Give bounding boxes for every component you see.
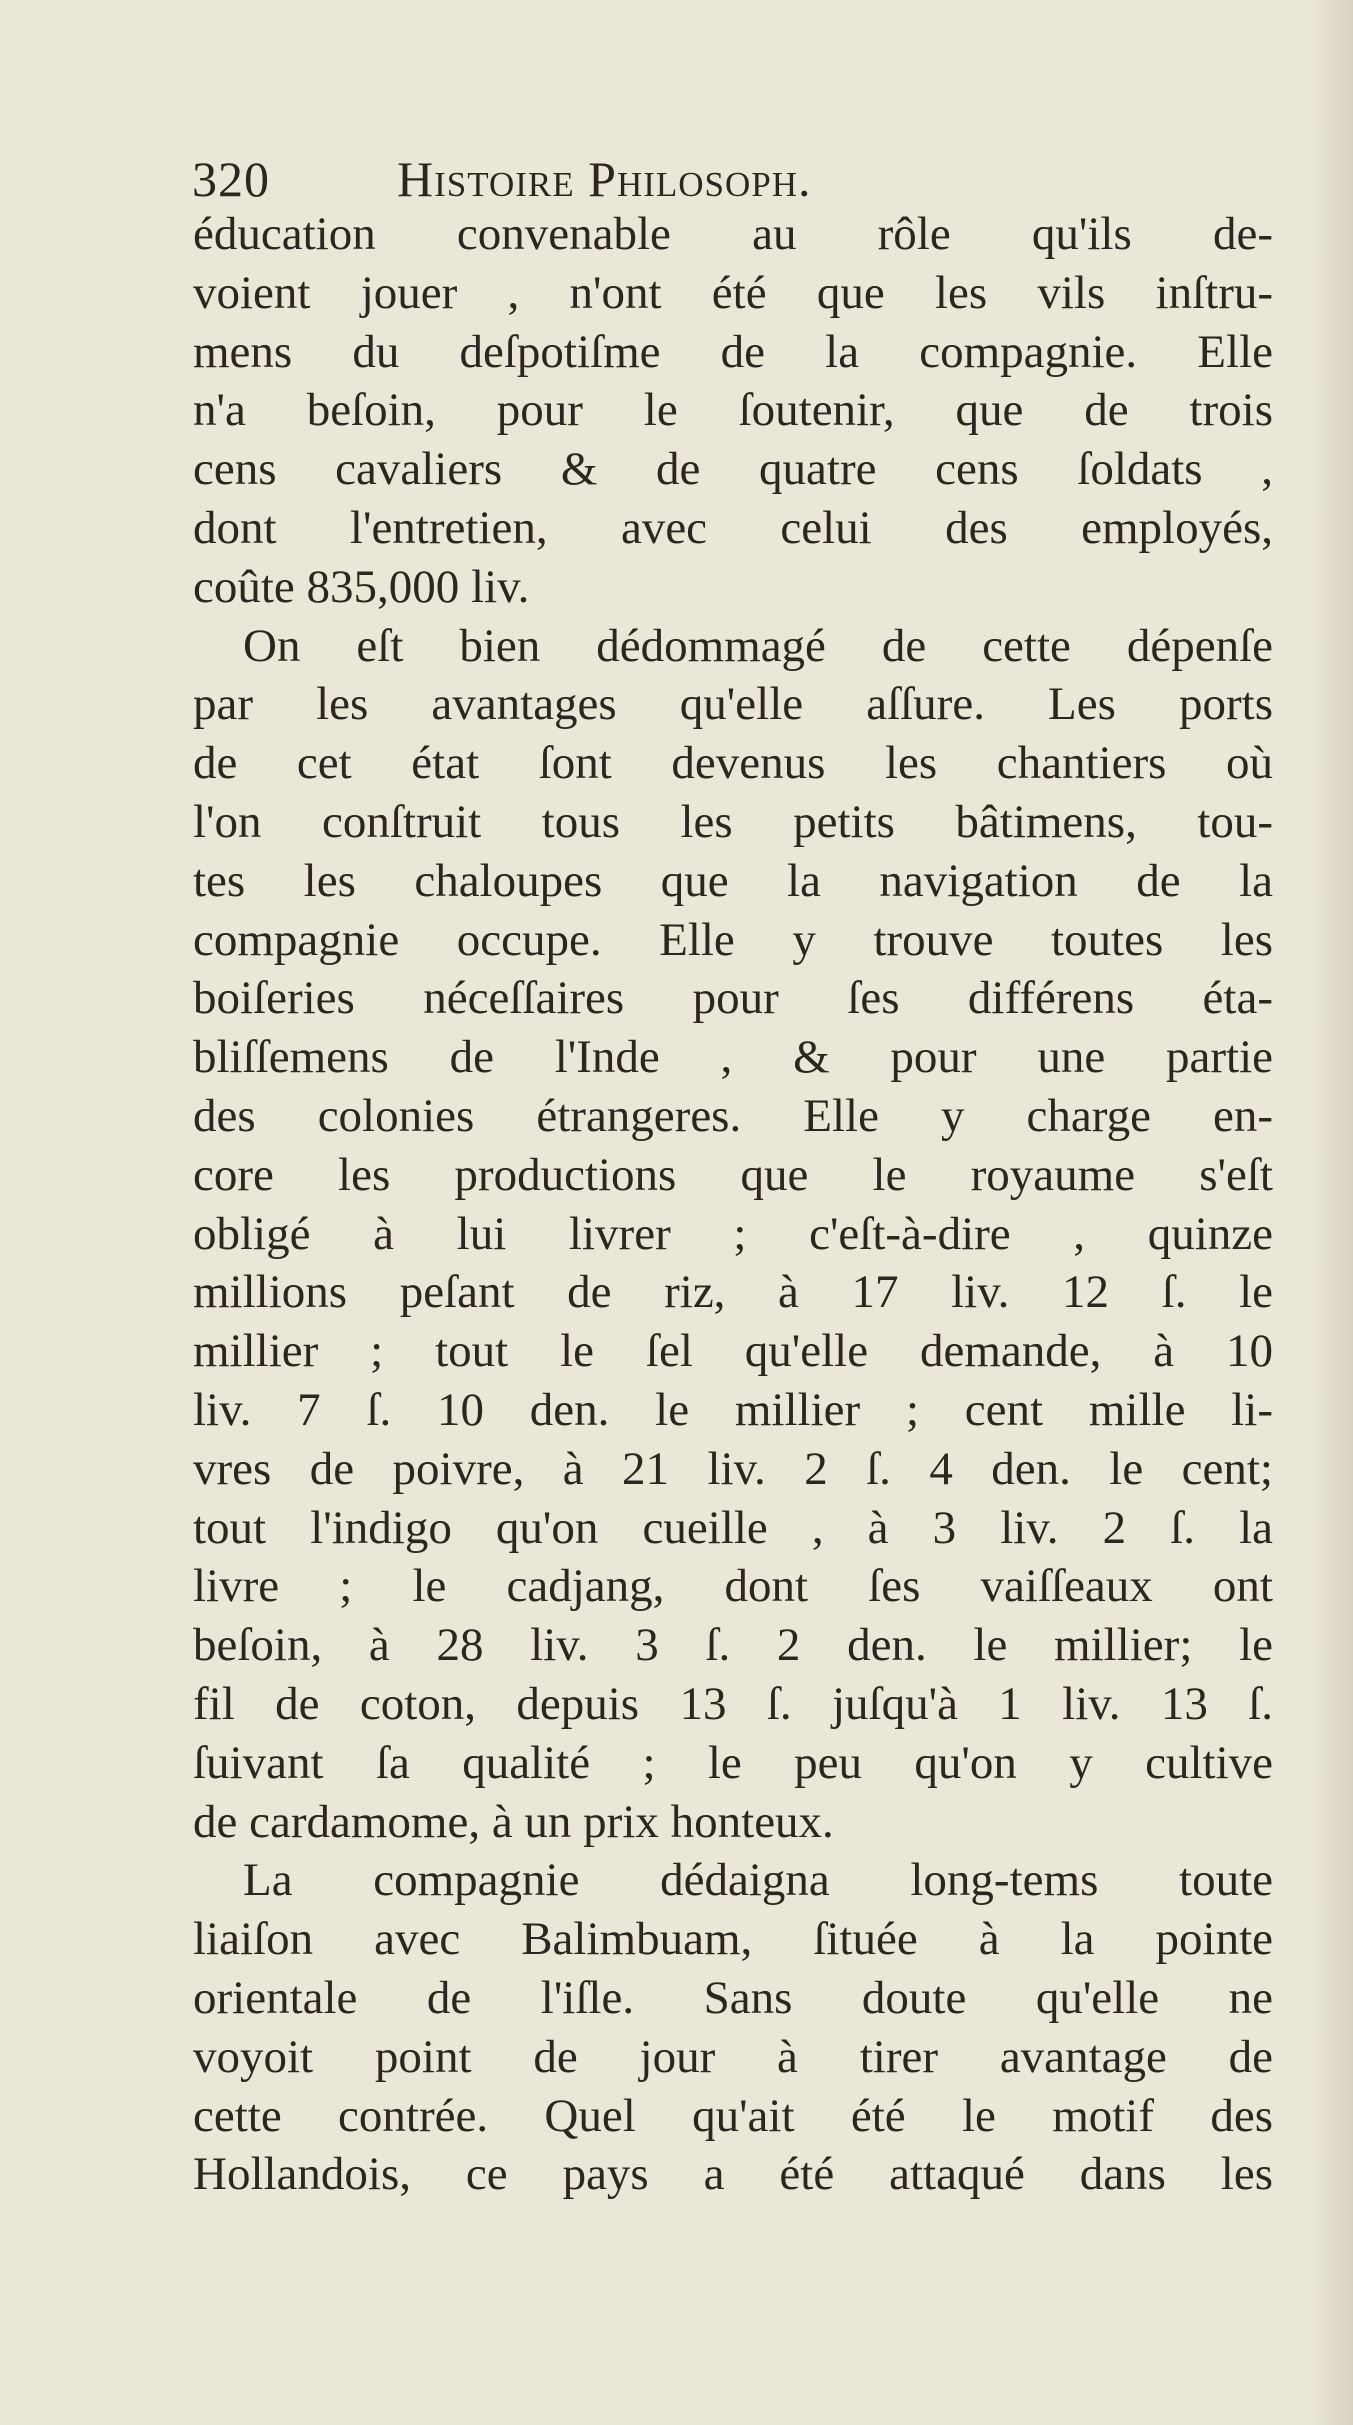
text-line: de cet état ſont devenus les chantiers où bbox=[193, 737, 1273, 790]
text-line: vres de poivre, à 21 liv. 2 ſ. 4 den. le cent; bbox=[193, 1442, 1273, 1495]
text-line: de cardamome, à un prix honteux. bbox=[193, 1795, 834, 1848]
text-line: On eſt bien dédommagé de cette dépenſe bbox=[243, 619, 1273, 672]
text-line: voient jouer , n'ont été que les vils inſtru- bbox=[193, 266, 1273, 319]
running-header bbox=[192, 150, 1292, 210]
text-line: n'a beſoin, pour le ſoutenir, que de trois bbox=[193, 384, 1273, 437]
text-line: liaiſon avec Balimbuam, ſituée à la pointe bbox=[193, 1913, 1273, 1966]
text-line: millions peſant de riz, à 17 liv. 12 ſ. le bbox=[193, 1266, 1273, 1319]
text-line: par les avantages qu'elle aſſure. Les ports bbox=[193, 678, 1273, 731]
text-line: dont l'entretien, avec celui des employés, bbox=[193, 501, 1273, 554]
page-body-text bbox=[193, 205, 1273, 2204]
text-line: boiſeries néceſſaires pour ſes différens éta- bbox=[193, 972, 1273, 1025]
text-line: ſuivant ſa qualité ; le peu qu'on y cultive bbox=[193, 1736, 1273, 1789]
text-line: compagnie occupe. Elle y trouve toutes les bbox=[193, 913, 1273, 966]
text-line: coûte 835,000 liv. bbox=[193, 560, 530, 613]
text-line: éducation convenable au rôle qu'ils de- bbox=[193, 208, 1273, 260]
text-line: livre ; le cadjang, dont ſes vaiſſeaux ont bbox=[193, 1560, 1273, 1613]
text-line: tout l'indigo qu'on cueille , à 3 liv. 2 ſ. la bbox=[193, 1501, 1273, 1554]
text-line: tes les chaloupes que la navigation de la bbox=[193, 854, 1273, 907]
text-line: liv. 7 ſ. 10 den. le millier ; cent mille li- bbox=[193, 1383, 1273, 1436]
text-line: core les productions que le royaume s'eſt bbox=[193, 1148, 1273, 1201]
text-line: bliſſemens de l'Inde , & pour une partie bbox=[193, 1031, 1273, 1084]
text-line: orientale de l'iſle. Sans doute qu'elle ne bbox=[193, 1971, 1273, 2024]
text-line: cette contrée. Quel qu'ait été le motif des bbox=[193, 2089, 1273, 2142]
text-line: millier ; tout le ſel qu'elle demande, à 10 bbox=[193, 1325, 1273, 1378]
text-line: beſoin, à 28 liv. 3 ſ. 2 den. le millier; le bbox=[193, 1619, 1273, 1672]
text-line: La compagnie dédaigna long-tems toute bbox=[243, 1854, 1273, 1907]
text-line: Hollandois, ce pays a été attaqué dans les bbox=[193, 2148, 1273, 2201]
text-line: l'on conſtruit tous les petits bâtimens, tou- bbox=[193, 795, 1273, 848]
text-line: voyoit point de jour à tirer avantage de bbox=[193, 2030, 1273, 2083]
page-edge-shadow bbox=[1313, 0, 1353, 2425]
running-title: Histoire Philosoph. bbox=[397, 151, 812, 207]
text-line: cens cavaliers & de quatre cens ſoldats , bbox=[193, 443, 1273, 496]
page-number: 320 bbox=[192, 151, 270, 207]
text-line: obligé à lui livrer ; c'eſt-à-dire , quinze bbox=[193, 1207, 1273, 1260]
text-line: des colonies étrangeres. Elle y charge en- bbox=[193, 1089, 1273, 1142]
text-line: mens du deſpotiſme de la compagnie. Elle bbox=[193, 325, 1273, 378]
text-line: fil de coton, depuis 13 ſ. juſqu'à 1 liv. 13 ſ. bbox=[193, 1677, 1273, 1730]
